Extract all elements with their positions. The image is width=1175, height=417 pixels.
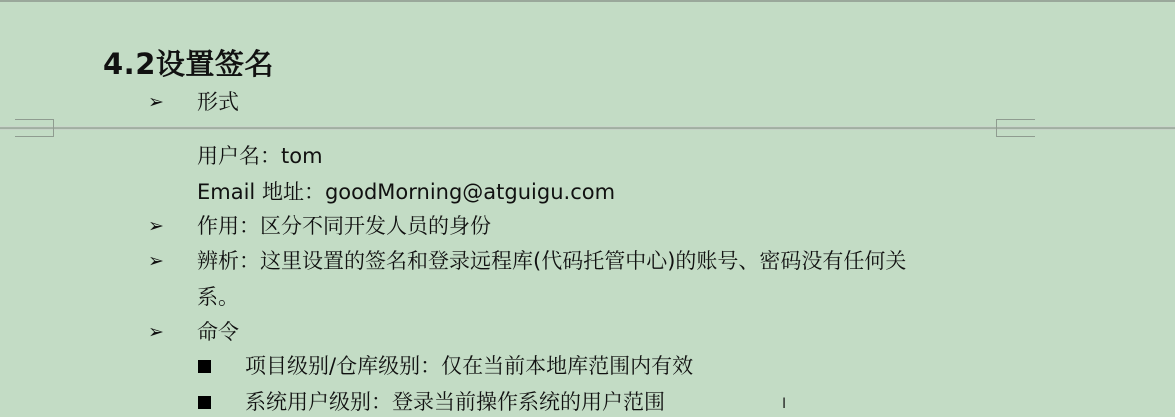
bullet-text-analysis-continued: 系。 <box>197 285 239 309</box>
page-top-edge <box>0 0 1175 2</box>
bullet-arrow-icon: ➢ <box>148 215 164 237</box>
bullet-arrow-icon: ➢ <box>148 250 164 272</box>
bullet-text-form: 形式 <box>197 90 239 114</box>
bullet-text-command: 命令 <box>197 320 239 344</box>
crop-mark-left <box>15 119 54 137</box>
bullet-arrow-icon: ➢ <box>148 91 164 113</box>
square-bullet-icon <box>198 396 211 409</box>
crop-mark-right <box>996 119 1035 137</box>
sub-item-system-level: 系统用户级别：登录当前操作系统的用户范围 <box>245 390 665 414</box>
text-cursor-icon: I <box>782 396 787 412</box>
bullet-arrow-icon: ➢ <box>148 321 164 343</box>
bullet-text-purpose: 作用：区分不同开发人员的身份 <box>197 214 491 238</box>
square-bullet-icon <box>198 360 211 373</box>
form-line-username: 用户名：tom <box>197 144 323 168</box>
bullet-text-analysis: 辨析：这里设置的签名和登录远程库(代码托管中心)的账号、密码没有任何关 <box>197 249 907 273</box>
sub-item-project-level: 项目级别/仓库级别：仅在当前本地库范围内有效 <box>245 354 694 378</box>
form-line-email: Email 地址：goodMorning@atguigu.com <box>197 180 616 204</box>
section-heading: 4.2设置签名 <box>103 47 274 81</box>
